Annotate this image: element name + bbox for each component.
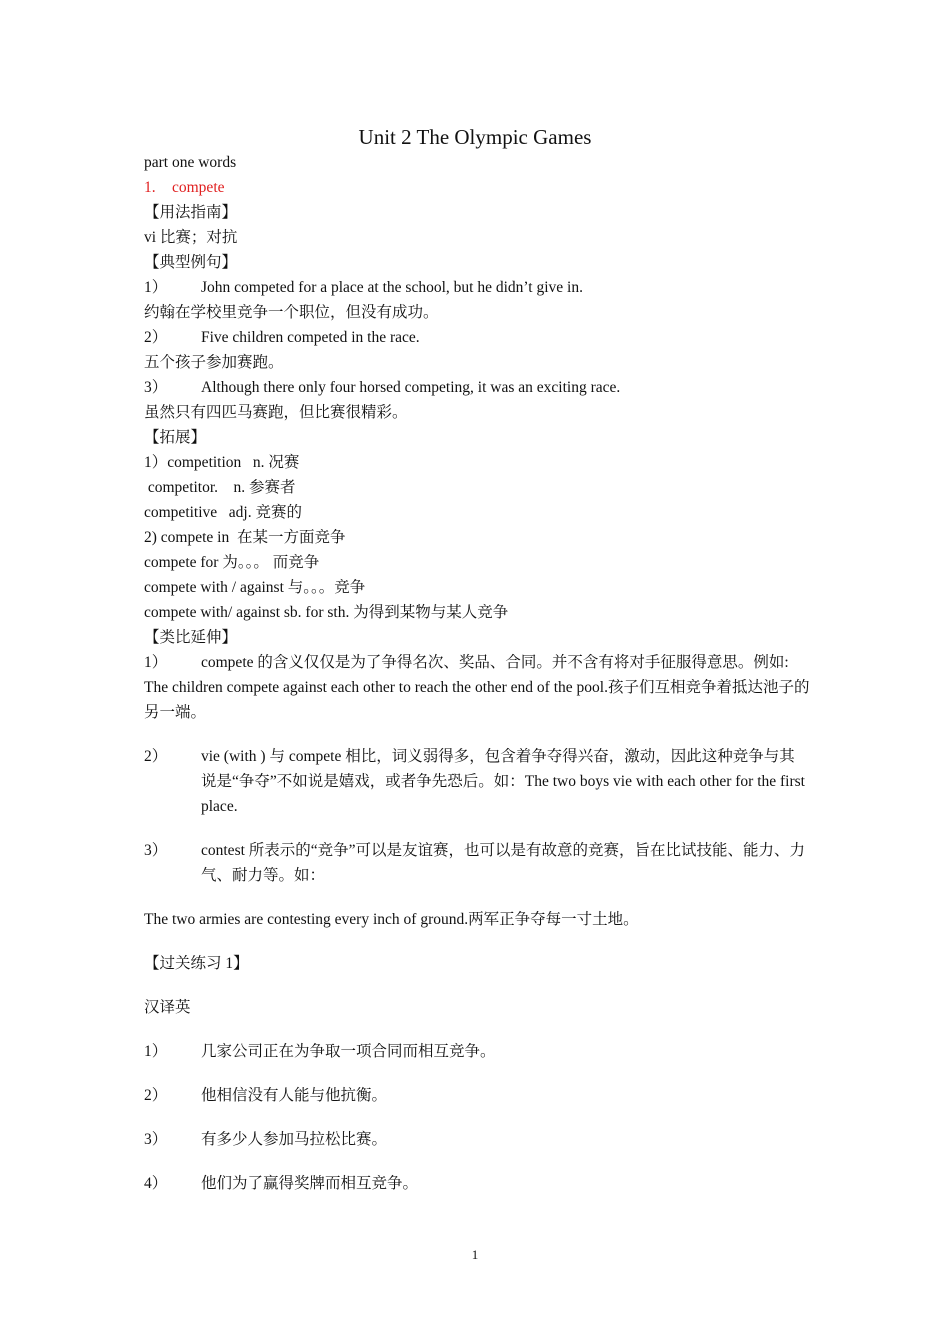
practice-item bbox=[144, 1083, 810, 1108]
practice-text: 几家公司正在为争取一项合同而相互竞争。 bbox=[201, 1043, 496, 1060]
practice-item bbox=[144, 1127, 810, 1152]
extension-line: competitive adj. 竞赛的 bbox=[144, 504, 302, 521]
example-en bbox=[144, 325, 810, 350]
extension-line: compete for 为。。。 而竞争 bbox=[144, 554, 320, 571]
document-title: Unit 2 The Olympic Games bbox=[358, 125, 592, 149]
practice-text: 有多少人参加马拉松比赛。 bbox=[201, 1131, 388, 1148]
analogy-header: 【类比延伸】 bbox=[144, 629, 238, 646]
spacer bbox=[144, 725, 810, 744]
analogy-item-1-first-line bbox=[144, 650, 810, 675]
analogy-item-3 bbox=[144, 838, 810, 888]
spacer bbox=[144, 976, 810, 995]
word-title: compete bbox=[172, 179, 225, 196]
word-number: 1. bbox=[144, 179, 156, 196]
practice-number: 2） bbox=[144, 1087, 168, 1104]
analogy-item-1 bbox=[144, 650, 810, 725]
practice-number: 1） bbox=[144, 1043, 168, 1060]
practice-header: 【过关练习 1】 bbox=[144, 955, 249, 972]
analogy-item-2 bbox=[144, 744, 810, 819]
usage-text: vi 比赛；对抗 bbox=[144, 229, 238, 246]
extension-line: 2) compete in 在某一方面竞争 bbox=[144, 529, 346, 546]
extension-line: compete with/ against sb. for sth. 为得到某物与某人竞争 bbox=[144, 604, 509, 621]
examples-header: 【典型例句】 bbox=[144, 254, 238, 271]
usage-header: 【用法指南】 bbox=[144, 204, 238, 221]
spacer bbox=[144, 819, 810, 838]
spacer bbox=[144, 932, 810, 951]
example-sentence: John competed for a place at the school, but he didn’t give in. bbox=[201, 279, 583, 296]
example-en bbox=[144, 275, 810, 300]
analogy-number: 1） bbox=[144, 654, 168, 671]
word-heading bbox=[144, 175, 810, 200]
spacer bbox=[144, 1108, 810, 1127]
example-cn: 虽然只有四匹马赛跑，但比赛很精彩。 bbox=[144, 404, 408, 421]
page-number: 1 bbox=[471, 1247, 479, 1262]
analogy-number: 2） bbox=[144, 748, 168, 765]
practice-subheader: 汉译英 bbox=[144, 999, 191, 1016]
extension-header: 【拓展】 bbox=[144, 429, 207, 446]
spacer bbox=[144, 1152, 810, 1171]
extension-line: 1）competition n. 况赛 bbox=[144, 454, 300, 471]
practice-item bbox=[144, 1171, 810, 1196]
analogy-item-1-rest: The children compete against each other to reach the other end of the pool.孩子们互相竞争着抵达池子的另一端。 bbox=[144, 679, 810, 721]
practice-item bbox=[144, 1039, 810, 1064]
spacer bbox=[144, 1064, 810, 1083]
extension-line: competitor. n. 参赛者 bbox=[144, 479, 296, 496]
example-number: 2） bbox=[144, 329, 168, 346]
example-sentence: Although there only four horsed competing, it was an exciting race. bbox=[201, 379, 621, 396]
analogy-text: contest 所表示的“竞争”可以是友谊赛，也可以是有故意的竞赛，旨在比试技能、能力、力气、耐力等。如： bbox=[201, 842, 806, 884]
example-number: 1） bbox=[144, 279, 168, 296]
practice-text: 他相信没有人能与他抗衡。 bbox=[201, 1087, 388, 1104]
spacer bbox=[144, 888, 810, 907]
analogy-number: 3） bbox=[144, 842, 168, 859]
analogy-sentence: The two armies are contesting every inch of ground.两军正争夺每一寸土地。 bbox=[144, 911, 639, 928]
section-label: part one words bbox=[144, 154, 237, 171]
extension-line: compete with / against 与。。。竞争 bbox=[144, 579, 366, 596]
practice-number: 4） bbox=[144, 1175, 168, 1192]
example-cn: 五个孩子参加赛跑。 bbox=[144, 354, 284, 371]
example-number: 3） bbox=[144, 379, 168, 396]
document-body bbox=[144, 150, 810, 1196]
example-en bbox=[144, 375, 810, 400]
example-sentence: Five children competed in the race. bbox=[201, 329, 420, 346]
practice-number: 3） bbox=[144, 1131, 168, 1148]
analogy-text: vie (with ) 与 compete 相比，词义弱得多，包含着争夺得兴奋，激动，因此这种竞争与其说是“争夺”不如说是嬉戏，或者争先恐后。如：The two boys vie with each other for the first place. bbox=[201, 748, 805, 815]
spacer bbox=[144, 1020, 810, 1039]
analogy-text: compete 的含义仅仅是为了争得名次、奖品、合同。并不含有将对手征服得意思。例如: bbox=[201, 654, 789, 671]
example-cn: 约翰在学校里竞争一个职位，但没有成功。 bbox=[144, 304, 439, 321]
practice-text: 他们为了赢得奖牌而相互竞争。 bbox=[201, 1175, 419, 1192]
